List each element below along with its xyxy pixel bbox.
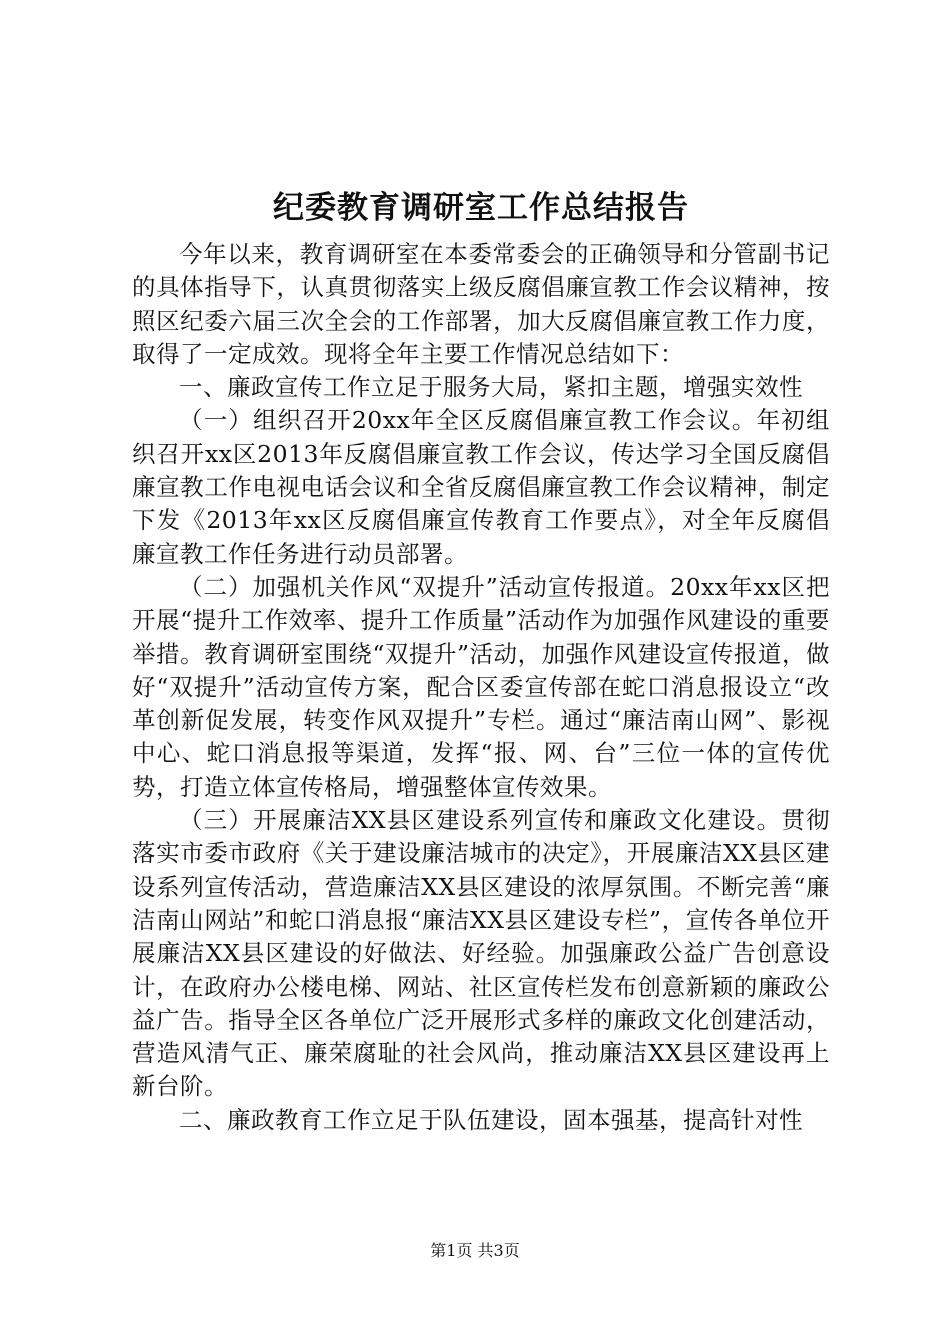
page-footer: 第1页 共3页 (430, 1241, 520, 1260)
paragraph-intro: 今年以来，教育调研室在本委常委会的正确领导和分管副书记的具体指导下，认真贯彻落实上级反腐倡廉宣教工作会议精神，按照区纪委六届三次全会的工作部署，加大反腐倡廉宣教工作力度，取得了一定成效。现将全年主要工作情况总结如下： (132, 240, 830, 368)
paragraph-item-1: （一）组织召开20xx年全区反腐倡廉宣教工作会议。年初组织召开xx区2013年反腐倡廉宣教工作会议，传达学习全国反腐倡廉宣教工作电视电话会议和全省反腐倡廉宣教工作会议精神，制定下发《2013年xx区反腐倡廉宣传教育工作要点》，对全年反腐倡廉宣教工作任务进行动员部署。 (132, 406, 830, 568)
document-body (132, 182, 830, 1137)
document-title: 纪委教育调研室工作总结报告 (273, 190, 689, 226)
paragraph-item-2: （二）加强机关作风“双提升”活动宣传报道。20xx年xx区把开展“提升工作效率、提升工作质量”活动作为加强作风建设的重要举措。教育调研室围绕“双提升”活动，加强作风建设宣传报道，做好“双提升”活动宣传方案，配合区委宣传部在蛇口消息报设立“改革创新促发展，转变作风双提升”专栏。通过“廉洁南山网”、影视中心、蛇口消息报等渠道，发挥“报、网、台”三位一体的宣传优势，打造立体宣传格局，增强整体宣传效果。 (132, 572, 830, 801)
section-heading-1: 一、廉政宣传工作立足于服务大局，紧扣主题，增强实效性 (179, 373, 803, 402)
section-heading-2: 二、廉政教育工作立足于队伍建设，固本强基，提高针对性 (179, 1105, 803, 1134)
paragraph-item-3: （三）开展廉洁XX县区建设系列宣传和廉政文化建设。贯彻落实市委市政府《关于建设廉洁城市的决定》，开展廉洁XX县区建设系列宣传活动，营造廉洁XX县区建设的浓厚氛围。不断完善“廉洁南山网站”和蛇口消息报“廉洁XX县区建设专栏”，宣传各单位开展廉洁XX县区建设的好做法、好经验。加强廉政公益广告创意设计，在政府办公楼电梯、网站、社区宣传栏发布创意新颖的廉政公益广告。指导全区各单位广泛开展形式多样的廉政文化创建活动，营造风清气正、廉荣腐耻的社会风尚，推动廉洁XX县区建设再上新台阶。 (132, 806, 830, 1101)
